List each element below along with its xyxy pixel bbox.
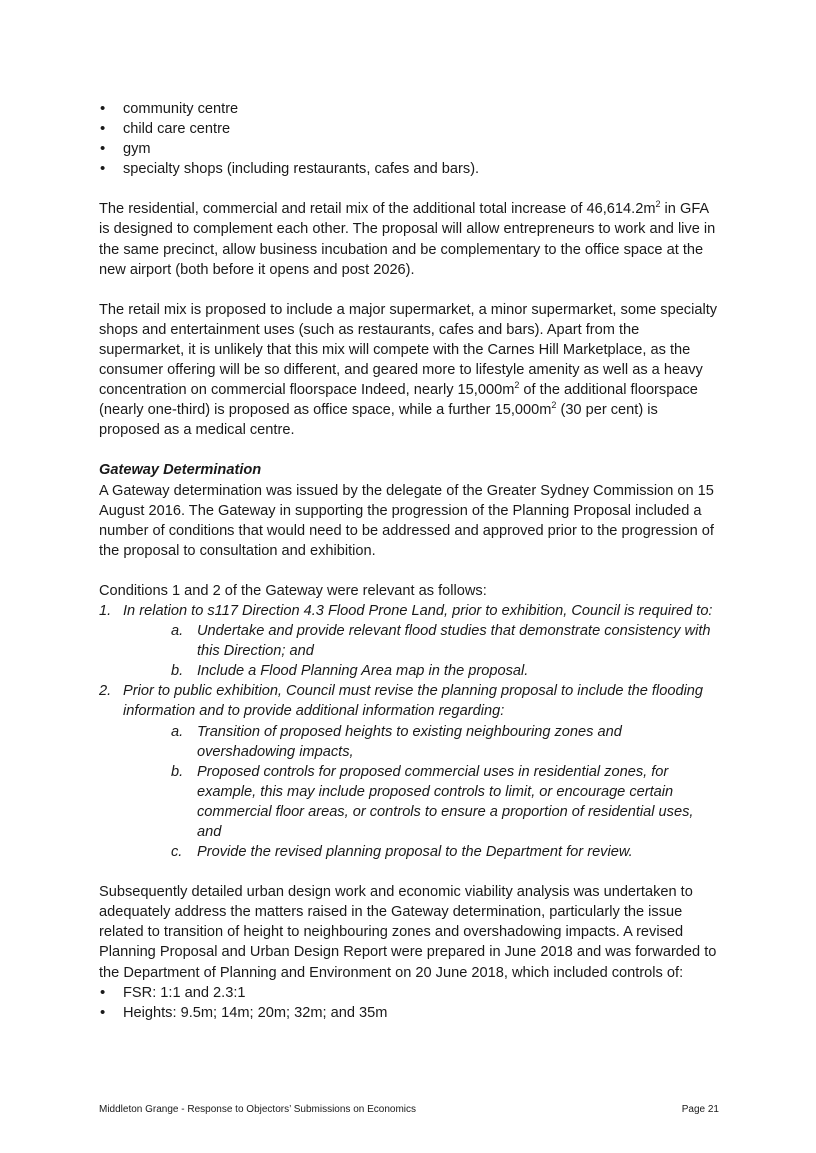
conditions-list [99, 601, 721, 862]
gateway-paragraph: A Gateway determination was issued by the delegate of the Greater Sydney Commission on 15 August 2016. The Gateway in supporting the progression of the Planning Proposal included a number of conditions that would need to be addressed and approved prior to the progression of the proposal to consultation and exhibition. [99, 482, 714, 559]
condition-subitem: c. Provide the revised planning proposal to the Department for review. [171, 844, 633, 861]
condition-subitem: a. Transition of proposed heights to existing neighbouring zones and overshadowing impacts, [171, 723, 622, 760]
list-item: • gym [99, 139, 721, 159]
condition-subitem: b. Proposed controls for proposed commercial uses in residential zones, for example, this may include proposed controls to limit, or encourage certain commercial floor areas, or controls to ensure a proportion of residential uses, and [171, 763, 694, 840]
condition-item: 2. Prior to public exhibition, Council must revise the planning proposal to include the flooding information and to provide additional information regarding: a. Transition of proposed heights to existing neighbouring zones and overshadowing impacts, b. Proposed controls for proposed commercial uses in residential zones, for example, this may include proposed controls to limit, or encourage certain commercial floor areas, or controls to ensure a proportion of residential uses, and c. Provide the revised planning proposal to the Department for review. [99, 681, 721, 862]
condition-item: 1. In relation to s117 Direction 4.3 Flood Prone Land, prior to exhibition, Council is required to: a. Undertake and provide relevant flood studies that demonstrate consistency with this Direction; and b. Include a Flood Planning Area map in the proposal. [99, 601, 721, 681]
list-item: • FSR: 1:1 and 2.3:1 [99, 983, 721, 1003]
page-number: Page 21 [681, 1104, 719, 1115]
conditions-intro: Conditions 1 and 2 of the Gateway were relevant as follows: [99, 582, 487, 599]
list-item: • Heights: 9.5m; 14m; 20m; 32m; and 35m [99, 1003, 721, 1023]
condition-subitem: a. Undertake and provide relevant flood studies that demonstrate consistency with this Direction; and [171, 623, 711, 660]
list-item: • child care centre [99, 119, 721, 139]
page-content [99, 99, 721, 1023]
gateway-heading: Gateway Determination [99, 462, 262, 479]
condition-sublist [123, 621, 721, 681]
list-item: • community centre [99, 99, 721, 119]
gfa-mix-paragraph: The residential, commercial and retail mix of the additional total increase of $46,614.2m^2$ in GFA is designed to complement each other. The proposal will allow entrepreneurs to work and live in the same precinct, allow business incubation and be complementary to the office space at the new airport (both before it opens and post 2026). [99, 199, 716, 278]
urban-design-paragraph: Subsequently detailed urban design work and economic viability analysis was undertaken to adequately address the matters raised in the Gateway determination, particularly the issue related to transition of height to neighbouring zones and overshadowing impacts. A revised Planning Proposal and Urban Design Report were prepared in June 2018 and was forwarded to the Department of Planning and Environment on 20 June 2018, which included controls of: [99, 884, 717, 981]
controls-bullet-list [99, 983, 721, 1023]
retail-mix-paragraph: The retail mix is proposed to include a major supermarket, a minor supermarket, some specialty shops and entertainment uses (such as restaurants, cafes and bars). Apart from the supermarket, it is unlikely that this mix will compete with the Carnes Hill Marketplace, as the consumer offering will be so different, and geared more to lifestyle amenity as well as a heavy concentration on commercial floorspace Indeed, nearly $15,000m^2$ of the additional floorspace (nearly one-third) is proposed as office space, while a further $15,000m^2$ (30 per cent) is proposed as a medical centre. [99, 301, 718, 439]
condition-sublist [123, 722, 721, 863]
facility-bullet-list [99, 99, 721, 179]
condition-subitem: b. Include a Flood Planning Area map in the proposal. [171, 663, 529, 680]
footer-title: Middleton Grange - Response to Objectors’ Submissions on Economics [99, 1104, 417, 1115]
list-item: • specialty shops (including restaurants, cafes and bars). [99, 159, 721, 179]
